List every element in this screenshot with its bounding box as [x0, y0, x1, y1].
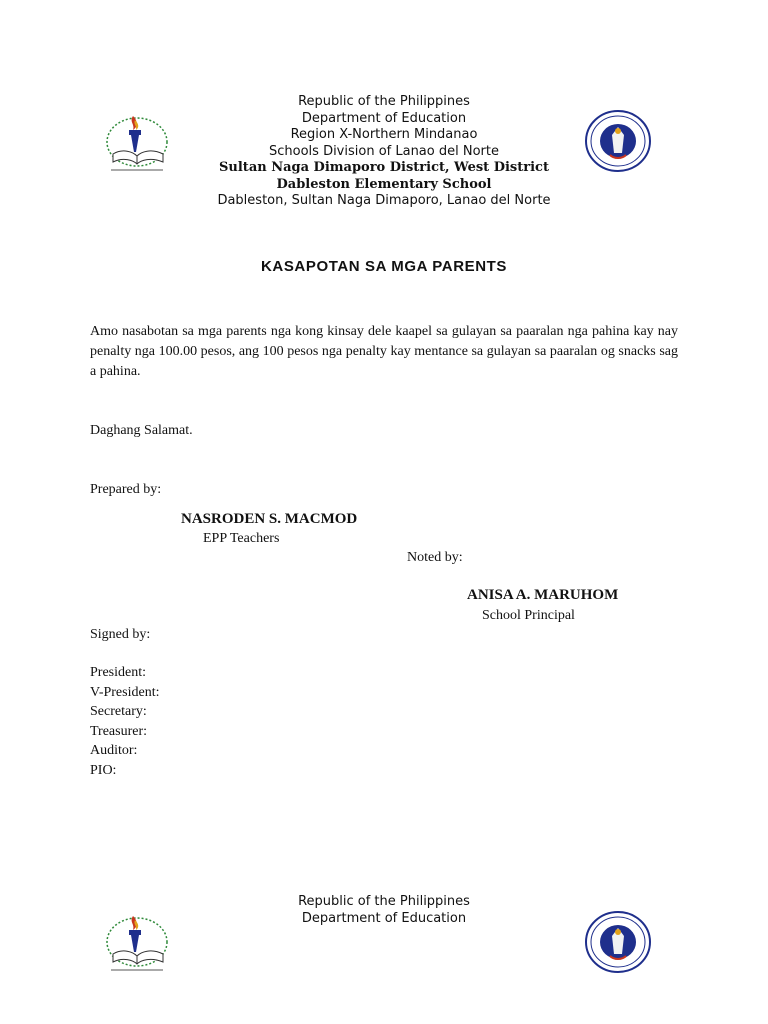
officer-secretary: Secretary:	[90, 704, 147, 719]
noted-by-position: School Principal	[482, 608, 575, 623]
officer-president: President:	[90, 665, 146, 680]
letterhead	[200, 94, 568, 210]
school-torch-book-icon	[103, 912, 171, 978]
officer-list	[90, 663, 159, 780]
officer-pio: PIO:	[90, 762, 117, 778]
prepared-by-position: EPP Teachers	[203, 531, 280, 546]
footer-letterhead	[200, 894, 568, 927]
document-title: KASAPOTAN SA MGA PARENTS	[260, 258, 508, 275]
officer-vice-president: V-President:	[90, 684, 160, 700]
noted-by-name: ANISA A. MARUHOM	[467, 587, 619, 603]
header-line-republic: Republic of the Philippines	[298, 94, 470, 109]
school-logo-top-left	[103, 112, 171, 178]
signed-by-label: Signed by:	[90, 627, 151, 642]
body-paragraph: Amo nasabotan sa mga parents nga kong kinsay dele kaapel sa gulayan sa paaralan nga pahina kay nay penalty nga 100.00 pesos, ang 100 pesos nga penalty kay mentance sa gulayan sa paaralan og snacks sag a pahina.	[90, 324, 678, 379]
header-line-division: Schools Division of Lanao del Norte	[269, 143, 499, 159]
deped-seal-icon	[584, 910, 652, 974]
deped-seal-bottom-right	[584, 910, 652, 974]
prepared-by-name: NASRODEN S. MACMOD	[181, 511, 358, 527]
school-logo-bottom-left	[103, 912, 171, 978]
noted-by-label: Noted by:	[407, 550, 463, 565]
officer-treasurer: Treasurer:	[90, 723, 148, 739]
officer-auditor: Auditor:	[90, 743, 138, 758]
closing-text: Daghang Salamat.	[90, 423, 193, 438]
school-torch-book-icon	[103, 112, 171, 178]
header-school: Dableston Elementary School	[276, 176, 492, 192]
deped-seal-top-right	[584, 109, 652, 173]
prepared-by-label: Prepared by:	[90, 482, 162, 497]
footer-line-department: Department of Education	[301, 910, 467, 926]
header-address: Dableston, Sultan Naga Dimaporo, Lanao del Norte	[217, 193, 551, 208]
header-district: Sultan Naga Dimaporo District, West District	[219, 160, 549, 175]
footer-line-republic: Republic of the Philippines	[298, 894, 470, 909]
deped-seal-icon	[584, 109, 652, 173]
header-line-department: Department of Education	[301, 110, 467, 126]
header-line-region: Region X-Northern Mindanao	[290, 127, 478, 142]
